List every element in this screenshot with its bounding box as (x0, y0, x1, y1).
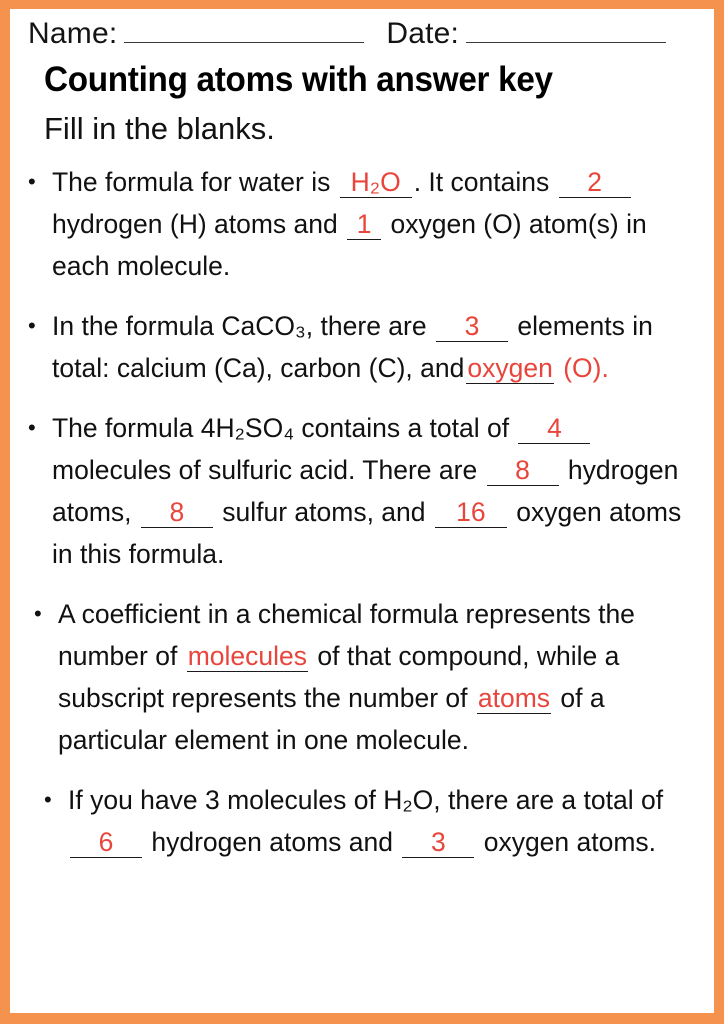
sentence-text: oxygen atoms in this formula. (52, 496, 682, 569)
sentence-text: . It contains (413, 166, 557, 197)
worksheet-content (10, 9, 714, 1013)
sentence-text: A coefficient in a chemical formula represents the number of (58, 598, 635, 671)
date-input-line[interactable] (466, 42, 666, 43)
answer-blank[interactable]: 4 (518, 415, 590, 444)
answer-blank[interactable]: 3 (402, 829, 474, 858)
sentence-text: hydrogen atoms and (144, 826, 401, 857)
page-title: Counting atoms with answer key (44, 60, 553, 99)
bullet-icon: • (28, 168, 36, 194)
item-sulfuric-acid (28, 407, 700, 575)
answer-blank[interactable]: 16 (435, 499, 507, 528)
student-info-row (28, 9, 700, 55)
answer-blank[interactable]: molecules (187, 640, 307, 671)
bullet-icon: • (28, 414, 36, 440)
sentence-text: hydrogen (H) atoms and (52, 208, 346, 239)
sentence-text: oxygen atoms. (476, 826, 657, 857)
date-label: Date: (386, 17, 460, 50)
name-input-line[interactable] (124, 42, 364, 43)
question-text (52, 161, 700, 287)
questions-list (28, 161, 700, 863)
sentence-text: The formula 4H₂SO₄ contains a total of (52, 412, 517, 443)
question-text (52, 407, 700, 575)
sentence-text: of that compound, while a subscript represents the number of (58, 640, 620, 713)
sentence-text: The formula for water is (52, 166, 338, 197)
item-water-formula (28, 161, 700, 287)
sentence-text: If you have 3 molecules of H₂O, there are a total of (68, 784, 664, 815)
answer-blank[interactable]: oxygen (467, 352, 553, 383)
sentence-text: molecules of sulfuric acid. There are (52, 454, 485, 485)
answer-blank[interactable]: 1 (347, 211, 381, 240)
answer-blank[interactable]: 8 (141, 499, 213, 528)
answer-blank[interactable]: 2 (559, 169, 631, 198)
sentence-text: sulfur atoms, and (214, 496, 433, 527)
answer-blank[interactable]: 6 (70, 829, 142, 858)
question-text (68, 779, 700, 863)
sentence-text: In the formula CaCO₃, there are (52, 310, 434, 341)
name-label: Name: (28, 17, 118, 50)
item-caco3-elements (28, 305, 700, 389)
bullet-icon: • (44, 786, 52, 812)
bullet-icon: • (34, 600, 42, 626)
answer-blank[interactable]: atoms (477, 682, 551, 713)
bullet-icon: • (28, 312, 36, 338)
sentence-text: elements in total: calcium (Ca), carbon (C), and (52, 310, 653, 383)
sentence-text: hydrogen atoms, (52, 454, 679, 527)
answer-text: (O). (555, 352, 609, 383)
item-three-water-molecules (44, 779, 700, 863)
sentence-text: of a particular element in one molecule. (58, 682, 605, 755)
answer-blank[interactable]: 8 (487, 457, 559, 486)
answer-blank[interactable]: 3 (436, 313, 508, 342)
question-text (58, 593, 700, 761)
answer-blank[interactable]: H₂O (340, 169, 412, 198)
sentence-text: oxygen (O) atom(s) in each molecule. (52, 208, 647, 281)
instructions-heading: Fill in the blanks. (44, 111, 275, 147)
item-coefficient-subscript (34, 593, 700, 761)
question-text (52, 305, 700, 389)
